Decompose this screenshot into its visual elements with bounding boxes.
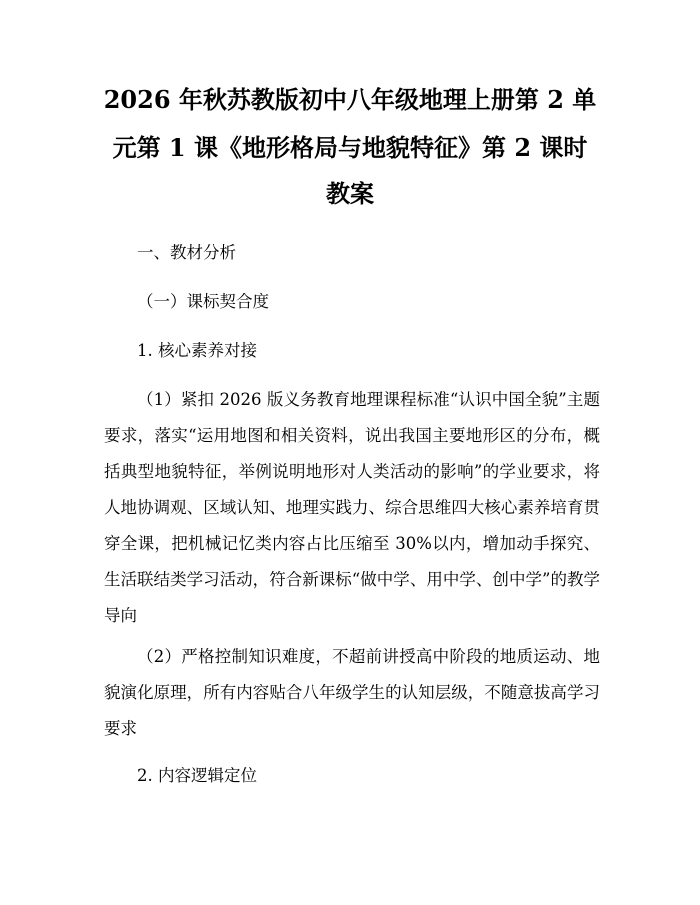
document-title-line-1: 2026 年秋苏教版初中八年级地理上册第 2 单 <box>103 85 597 114</box>
paragraph-curriculum-standard: （1）紧扣 2026 版义务教育地理课程标准“认识中国全貌”主题要求，落实“运用地图和相关资料，说出我国主要地形区的分布，概括典型地貌特征，举例说明地形对人类活动的影响”的学业要求，将人地协调观、区域认知、地理实践力、综合思维四大核心素养培育贯穿全课，把机械记忆类内容占比压缩至 30%以内，增加动手探究、生活联结类学习活动，符合新课标“做中学、用中学、创中学”的教学导向 <box>104 390 600 625</box>
item-heading-core-literacy: 1. 核心素养对接 <box>137 341 257 360</box>
paragraph-difficulty-control: （2）严格控制知识难度，不超前讲授高中阶段的地质运动、地貌演化原理，所有内容贴合八年级学生的认知层级，不随意拔高学习要求 <box>104 647 600 738</box>
subsection-heading-curriculum-fit: （一）课标契合度 <box>137 292 269 311</box>
document-title-line-2: 元第 1 课《地形格局与地貌特征》第 2 课时 <box>112 133 588 162</box>
document-title-line-3: 教案 <box>326 179 374 208</box>
item-heading-content-logic: 2. 内容逻辑定位 <box>137 766 257 785</box>
section-heading-textbook-analysis: 一、教材分析 <box>137 243 236 262</box>
